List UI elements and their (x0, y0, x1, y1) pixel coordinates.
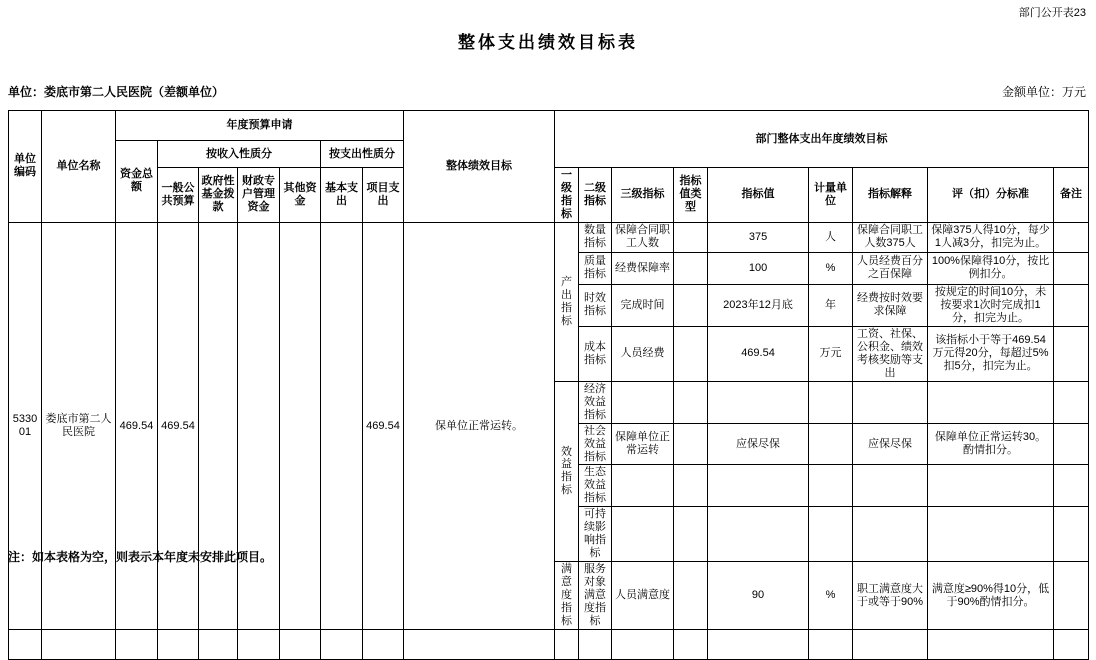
cell-explain: 工资、社保、公积金、绩效考核奖励等支出 (853, 326, 928, 381)
cell-scoring (928, 465, 1054, 507)
cell-scoring: 按规定的时间10分，未按要求1次时完成扣1分，扣完为止。 (928, 284, 1054, 326)
cell-remark (1054, 465, 1089, 507)
cell-remark (1054, 381, 1089, 423)
cell-remark (1054, 326, 1089, 381)
cell-value: 469.54 (708, 326, 809, 381)
cell-level3: 人员满意度 (612, 562, 674, 630)
header-scoring: 评（扣）分标准 (928, 168, 1054, 223)
empty-cell (555, 630, 579, 660)
cell-unit (809, 381, 853, 423)
cell-project-exp: 469.54 (363, 222, 404, 629)
header-unit-name: 单位名称 (42, 111, 116, 223)
empty-cell (612, 630, 674, 660)
header-unit: 计量单位 (809, 168, 853, 223)
empty-cell (928, 630, 1054, 660)
empty-cell (9, 630, 42, 660)
amount-unit-label: 金额单位：万元 (1001, 85, 1086, 99)
header-by-income: 按收入性质分 (158, 141, 321, 168)
header-unit-code: 单位编码 (9, 111, 42, 223)
empty-cell (853, 630, 928, 660)
cell-remark (1054, 284, 1089, 326)
empty-cell (1054, 630, 1089, 660)
cell-explain: 应保尽保 (853, 423, 928, 465)
meta-line (8, 83, 1086, 100)
cell-explain (853, 381, 928, 423)
empty-cell (321, 630, 363, 660)
cell-value-type (674, 507, 708, 562)
cell-level2: 经济效益指标 (579, 381, 612, 423)
cell-level2: 数量指标 (579, 222, 612, 252)
table-row (9, 222, 1089, 252)
cell-explain: 经费按时效要求保障 (853, 284, 928, 326)
cell-fund-total: 469.54 (116, 222, 158, 629)
cell-unit (809, 423, 853, 465)
cell-value (708, 507, 809, 562)
cell-explain: 保障合同职工人数375人 (853, 222, 928, 252)
empty-cell (363, 630, 404, 660)
cell-general-budget: 469.54 (158, 222, 199, 629)
cell-value: 375 (708, 222, 809, 252)
cell-value-type (674, 222, 708, 252)
header-gov-fund: 政府性基金拨款 (199, 168, 238, 223)
page-title: 整体支出绩效目标表 (458, 33, 638, 52)
cell-value-type (674, 465, 708, 507)
header-value: 指标值 (708, 168, 809, 223)
cell-level2: 质量指标 (579, 252, 612, 284)
cell-value-type (674, 381, 708, 423)
cell-explain: 职工满意度大于或等于90% (853, 562, 928, 630)
header-fund-total: 资金总额 (116, 141, 158, 223)
cell-level3: 保障单位正常运转 (612, 423, 674, 465)
cell-unit: 万元 (809, 326, 853, 381)
cell-unit: % (809, 562, 853, 630)
header-overall-goal: 整体绩效目标 (404, 111, 555, 223)
cell-scoring: 该指标小于等于469.54万元得20分，每超过5%扣5分，扣完为止。 (928, 326, 1054, 381)
cell-other-funds (280, 222, 321, 629)
cell-value: 2023年12月底 (708, 284, 809, 326)
cell-value-type (674, 284, 708, 326)
header-dept-annual-goal: 部门整体支出年度绩效目标 (555, 111, 1089, 168)
cell-level3: 完成时间 (612, 284, 674, 326)
cell-explain (853, 465, 928, 507)
header-fiscal-special: 财政专户管理资金 (238, 168, 280, 223)
empty-cell (42, 630, 116, 660)
header-by-expense: 按支出性质分 (321, 141, 404, 168)
cell-value-type (674, 326, 708, 381)
cell-unit: 年 (809, 284, 853, 326)
cell-overall-goal: 保单位正常运转。 (404, 222, 555, 629)
cell-basic-exp (321, 222, 363, 629)
cell-scoring (928, 381, 1054, 423)
cell-level2: 社会效益指标 (579, 423, 612, 465)
cell-level2: 可持续影响指标 (579, 507, 612, 562)
cell-value: 应保尽保 (708, 423, 809, 465)
header-project-exp: 项目支出 (363, 168, 404, 223)
cell-level3: 经费保障率 (612, 252, 674, 284)
cell-value-type (674, 562, 708, 630)
header-level1: 一级指标 (555, 168, 579, 223)
cell-remark (1054, 423, 1089, 465)
cell-level2: 成本指标 (579, 326, 612, 381)
cell-unit: % (809, 252, 853, 284)
cell-unit-name: 娄底市第二人民医院 (42, 222, 116, 629)
cell-remark (1054, 252, 1089, 284)
empty-cell (158, 630, 199, 660)
cell-remark (1054, 507, 1089, 562)
cell-unit (809, 465, 853, 507)
cell-fiscal-special (238, 222, 280, 629)
cell-unit: 人 (809, 222, 853, 252)
empty-cell (579, 630, 612, 660)
header-explain: 指标解释 (853, 168, 928, 223)
performance-target-table (8, 110, 1089, 660)
empty-cell (280, 630, 321, 660)
header-basic-exp: 基本支出 (321, 168, 363, 223)
cell-level1-benefit: 效益指标 (555, 381, 579, 562)
cell-remark (1054, 562, 1089, 630)
header-annual-budget: 年度预算申请 (116, 111, 404, 141)
cell-level1-satisfaction: 满意度指标 (555, 562, 579, 630)
cell-remark (1054, 222, 1089, 252)
header-remark: 备注 (1054, 168, 1089, 223)
cell-unit-code: 533001 (9, 222, 42, 629)
cell-value: 100 (708, 252, 809, 284)
cell-level3: 人员经费 (612, 326, 674, 381)
header-general-budget: 一般公共预算 (158, 168, 199, 223)
empty-cell (404, 630, 555, 660)
cell-scoring: 保障单位正常运转30。酌情扣分。 (928, 423, 1054, 465)
header-level2: 二级指标 (579, 168, 612, 223)
empty-cell (708, 630, 809, 660)
cell-value (708, 465, 809, 507)
cell-level3 (612, 381, 674, 423)
cell-explain: 人员经费百分之百保障 (853, 252, 928, 284)
empty-cell (116, 630, 158, 660)
empty-cell (238, 630, 280, 660)
cell-level3 (612, 507, 674, 562)
empty-row (9, 630, 1089, 660)
cell-level2: 时效指标 (579, 284, 612, 326)
empty-cell (199, 630, 238, 660)
cell-gov-fund (199, 222, 238, 629)
cell-scoring: 100%保障得10分，按比例扣分。 (928, 252, 1054, 284)
cell-value-type (674, 423, 708, 465)
header-level3: 三级指标 (612, 168, 674, 223)
header-value-type: 指标值类型 (674, 168, 708, 223)
cell-unit (809, 507, 853, 562)
cell-level3 (612, 465, 674, 507)
footnote: 注：如本表格为空，则表示本年度未安排此项目。 (8, 550, 273, 564)
unit-name-label: 单位：娄底市第二人民医院（差额单位） (8, 85, 225, 99)
cell-value (708, 381, 809, 423)
cell-explain (853, 507, 928, 562)
cell-value-type (674, 252, 708, 284)
empty-cell (674, 630, 708, 660)
header-other-funds: 其他资金 (280, 168, 321, 223)
empty-cell (809, 630, 853, 660)
cell-scoring: 保障375人得10分，每少1人减3分，扣完为止。 (928, 222, 1054, 252)
header-row-1 (9, 111, 1089, 141)
cell-scoring (928, 507, 1054, 562)
doc-number-label: 部门公开表23 (1018, 7, 1086, 19)
cell-level3: 保障合同职工人数 (612, 222, 674, 252)
cell-scoring: 满意度≥90%得10分，低于90%酌情扣分。 (928, 562, 1054, 630)
cell-value: 90 (708, 562, 809, 630)
cell-level1-output: 产出指标 (555, 222, 579, 381)
cell-level2: 生态效益指标 (579, 465, 612, 507)
cell-level2: 服务对象满意度指标 (579, 562, 612, 630)
